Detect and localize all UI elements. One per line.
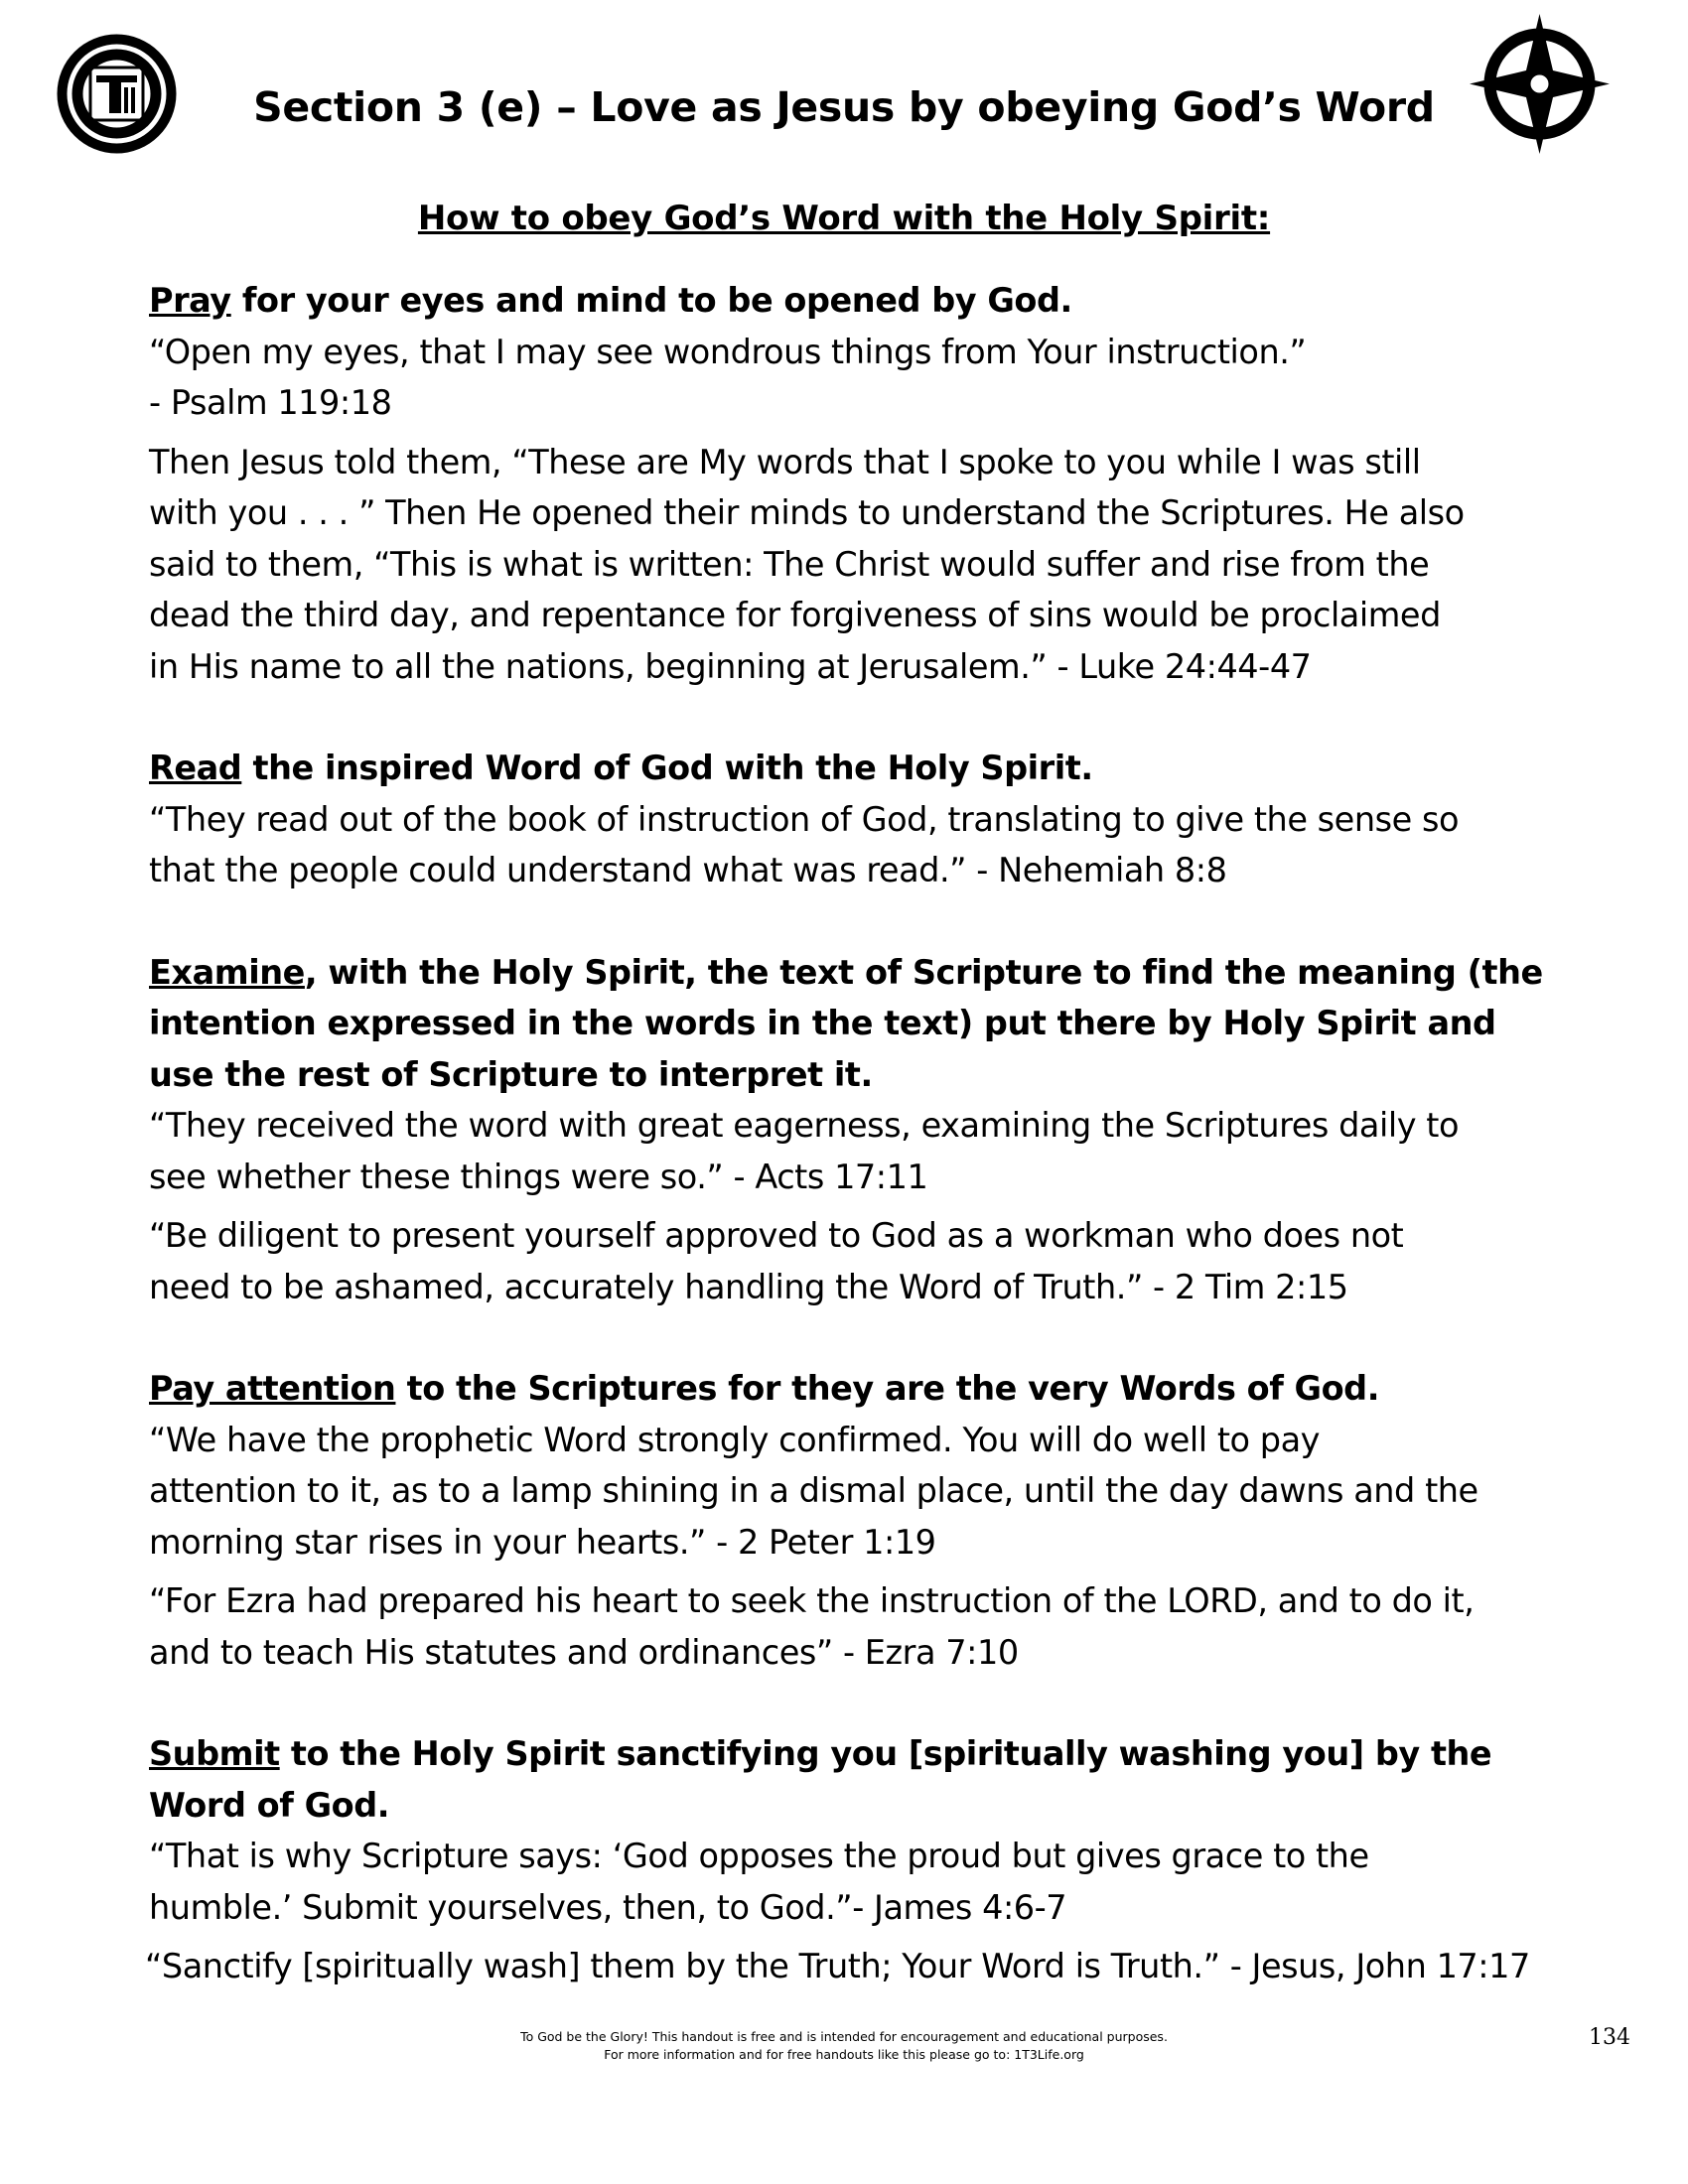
page-footer xyxy=(377,2028,1311,2064)
section-heading xyxy=(149,1728,1599,1780)
section-heading-text: , with the Holy Spirit, the text of Scripture to find the meaning (the xyxy=(304,952,1543,992)
section-heading-text: for your eyes and mind to be opened by God. xyxy=(230,281,1072,320)
footer-line: To God be the Glory! This handout is free and is intended for encouragement and educational purposes. xyxy=(520,2029,1168,2044)
section-keyword: Examine xyxy=(149,952,305,992)
section-keyword: Read xyxy=(149,749,242,787)
page-subtitle: How to obey God’s Word with the Holy Spirit: xyxy=(417,199,1271,238)
page-number: 134 xyxy=(1589,2025,1630,2050)
quote-line: Then Jesus told them, “These are My words that I spoke to you while I was still xyxy=(149,442,1421,481)
quote-line: dead the third day, and repentance for forgiveness of sins would be proclaimed xyxy=(149,596,1441,634)
quote-line: and to teach His statutes and ordinances” - Ezra 7:10 xyxy=(149,1632,1019,1672)
section-keyword: Pay attention xyxy=(149,1369,396,1408)
quote-line: that the people could understand what was read.” - Nehemiah 8:8 xyxy=(149,851,1227,889)
quote-line: in His name to all the nations, beginning at Jerusalem.” - Luke 24:44-47 xyxy=(149,646,1312,686)
section-heading xyxy=(149,947,1599,999)
quote-line: humble.’ Submit yourselves, then, to God.”- James 4:6-7 xyxy=(149,1887,1067,1927)
quote-block xyxy=(145,1941,1599,1992)
section-heading-line: intention expressed in the words in the text) put there by Holy Spirit and xyxy=(149,1004,1496,1042)
section-heading-line: use the rest of Scripture to interpret it. xyxy=(149,1054,873,1094)
quote-line: morning star rises in your hearts.” - 2 Peter 1:19 xyxy=(149,1522,936,1562)
section-keyword: Submit xyxy=(149,1734,280,1773)
section-heading-text: to the Holy Spirit sanctifying you [spiritually washing you] by the xyxy=(279,1734,1492,1773)
section-pay-attention xyxy=(149,1363,1599,1678)
quote-line: with you . . . ” Then He opened their minds to understand the Scriptures. He also xyxy=(149,493,1465,532)
quote-line: “Open my eyes, that I may see wondrous things from Your instruction.” xyxy=(149,332,1307,371)
section-pray xyxy=(149,275,1599,692)
quote-line: need to be ashamed, accurately handling the Word of Truth.” - 2 Tim 2:15 xyxy=(149,1267,1348,1306)
page-title: Section 3 (e) – Love as Jesus by obeying God’s Word xyxy=(253,83,1435,131)
quote-line: “We have the prophetic Word strongly confirmed. You will do well to pay xyxy=(149,1420,1321,1459)
section-heading-text: to the Scriptures for they are the very Words of God. xyxy=(395,1369,1379,1408)
quote-line: “That is why Scripture says: ‘God opposes the proud but gives grace to the xyxy=(149,1837,1369,1875)
quote-line: “They received the word with great eagerness, examining the Scriptures daily to xyxy=(149,1106,1460,1145)
quote-line: “They read out of the book of instruction of God, translating to give the sense so xyxy=(149,799,1460,839)
quote-line: “For Ezra had prepared his heart to seek the instruction of the LORD, and to do it, xyxy=(149,1581,1475,1620)
quote-block xyxy=(149,1575,1599,1678)
section-read xyxy=(149,743,1599,896)
footer-line: For more information and for free handouts like this please go to: 1T3Life.org xyxy=(604,2047,1084,2062)
quote-block xyxy=(149,437,1599,693)
quote-line: “Be diligent to present yourself approved to God as a workman who does not xyxy=(149,1216,1404,1255)
section-heading-line: Word of God. xyxy=(149,1785,390,1825)
quote-block xyxy=(149,1210,1599,1312)
quote-line: see whether these things were so.” - Acts 17:11 xyxy=(149,1157,928,1196)
section-heading xyxy=(149,1363,1599,1415)
section-submit xyxy=(145,1728,1599,1992)
section-keyword: Pray xyxy=(149,281,231,320)
quote-line: - Psalm 119:18 xyxy=(149,383,392,422)
quote-line: said to them, “This is what is written: The Christ would suffer and rise from the xyxy=(149,544,1430,584)
section-heading xyxy=(149,275,1599,327)
quote-line: attention to it, as to a lamp shining in a dismal place, until the day dawns and the xyxy=(149,1471,1478,1510)
document-body xyxy=(145,275,1599,1992)
quote-line: “Sanctify [spiritually wash] them by the Truth; Your Word is Truth.” - Jesus, John 17:17 xyxy=(145,1947,1530,1985)
section-heading xyxy=(149,743,1599,794)
section-examine xyxy=(149,947,1599,1313)
section-heading-text: the inspired Word of God with the Holy Spirit. xyxy=(241,749,1093,787)
